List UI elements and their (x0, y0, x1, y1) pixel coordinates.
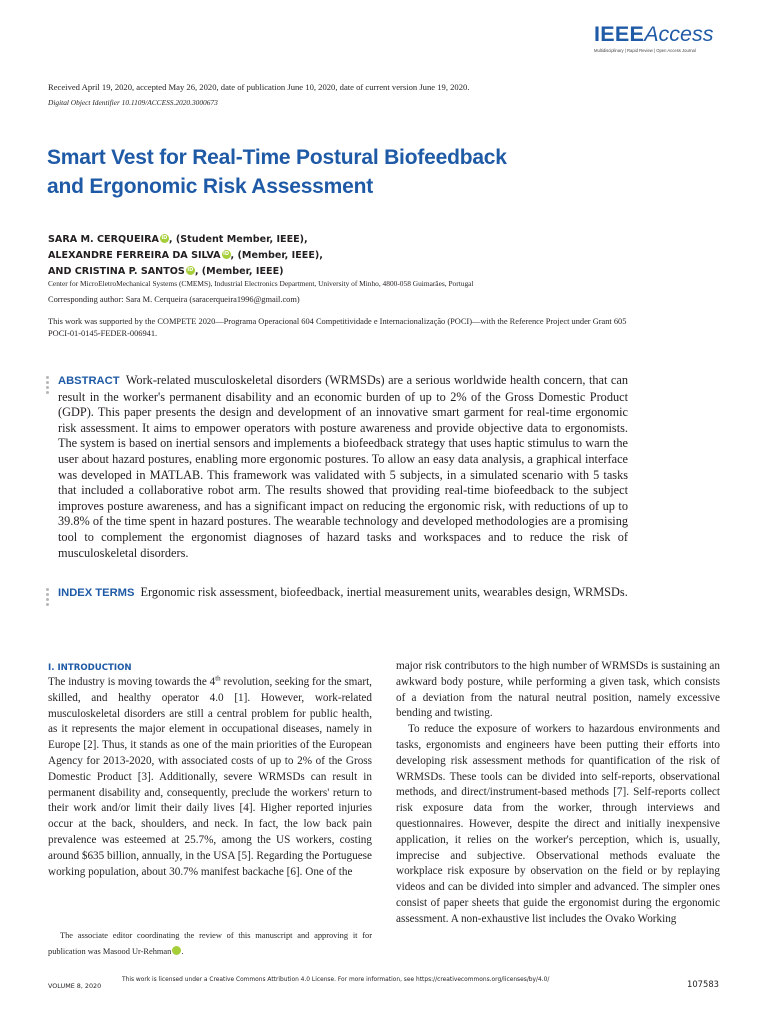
affiliation: Center for MicroEletroMechanical Systems (CMEMS), Industrial Electronics Department, University of Minho, 4800-058 Guimarães, Portugal (48, 279, 474, 288)
footnote-text (48, 928, 372, 959)
corresponding-author: Corresponding author: Sara M. Cerqueira (saracerqueira1996@gmail.com) (48, 295, 300, 304)
section-heading: I. INTRODUCTION (48, 663, 132, 673)
journal-logo (594, 22, 720, 56)
paragraph: major risk contributors to the high number of WRMSDs is sustaining an awkward body posture, while performing a given task, which consists of a deviation from the natural neutral position, namely excessive bending and twisting. (396, 660, 720, 720)
orcid-icon[interactable]: iD (161, 235, 168, 241)
abstract-label: ABSTRACT (58, 375, 120, 387)
logo-ieee: IEEE (594, 22, 645, 46)
abstract-text: Work-related musculoskeletal disorders (WRMSDs) are a serious worldwide health concern, that can result in the worker's permanent disability and an economic burden of up to 2% of the Gross Domestic Product (GDP). This paper presents the design and development of an innovative smart garment for real-time ergonomic risk assessment. It aims to empower operators with posture awareness and provide objective data to ergonomists. The system is based on inertial sensors and implements a biofeedback strategy that uses haptic stimulus to warn the user about hazard postures, enabling more ergonomic postures. To allow an easy data analysis, a graphical interface was developed in MATLAB. This framework was validated with 5 subjects, in a simulated scenario with 5 tasks that included a collaborative robot arm. The results showed that providing real-time biofeedback to the subject improves posture awareness, and has a significant impact on reducing the ergonomic risk, with reductions of up to 39.8% of the time spent in hazard postures. The wearable technology and developed methodologies are a promising tool to complement the ergonomist diagnoses of hazard tasks and workspaces and to reduce the risk of musculoskeletal disorders. (58, 373, 628, 560)
author-line (48, 232, 323, 248)
author-role: , (Student Member, IEEE), (168, 234, 308, 245)
received-line: Received April 19, 2020, accepted May 26, 2020, date of publication June 10, 2020, date of current version June 19, 2020. (48, 82, 470, 92)
index-terms-text: Ergonomic risk assessment, biofeedback, inertial measurement units, wearables design, WRMSDs. (140, 585, 628, 599)
title-line-2: and Ergonomic Risk Assessment (47, 175, 374, 198)
author-line (48, 264, 323, 280)
footnote-body: The associate editor coordinating the review of this manuscript and approving it for publication was Masood Ur-Rehman (48, 931, 372, 956)
page-number: 107583 (687, 979, 719, 989)
editor-footnote (48, 928, 372, 959)
orcid-icon[interactable]: iD (187, 267, 194, 273)
author-role: , (Member, IEEE), (230, 250, 323, 261)
article-title (47, 143, 647, 201)
logo-tagline: Multidisciplinary | Rapid Review | Open Access Journal (594, 48, 696, 53)
author-list (48, 232, 323, 280)
funding-note: This work was supported by the COMPETE 2020—Programa Operacional 604 Competitividade e Internacionalização (POCI)—with the Reference Project under Grant 605 POCI-01-0145-FEDER-006941. (48, 317, 627, 338)
paragraph-text: revolution, seeking for the smart, skilled, and healthy operator 4.0 [1]. However, work-related musculoskeletal disorders are still a central problem for public health, as it represents the major element in occupational diseases, namely in Europe [2]. Thus, it stands as one of the main priorities of the European Agency for 2013-2020, with associated costs of up to 2% of the Gross Domestic Product [3]. Additionally, severe WRMSDs can result in permanent disability and, consequently, preclude the workers' return to their work and/or limit their daily lives [4]. Higher reported injuries occur at the back, shoulders, and neck. In fact, the low back pain prevalence was esteemed at 25.7%, among the US workers, costing around $635 billion, annually, in the USA [5]. Regarding the Portuguese working population, about 30.7% manifest backache [6]. One of the (48, 676, 372, 878)
paragraph-text: The industry is moving towards the 4 (48, 676, 216, 688)
footer-volume: VOLUME 8, 2020 (48, 982, 102, 990)
author-name: ALEXANDRE FERREIRA DA SILVA (48, 250, 221, 261)
abstract-dots-icon (46, 376, 50, 396)
title-line-1: Smart Vest for Real-Time Postural Biofeedback (47, 146, 507, 169)
paragraph: To reduce the exposure of workers to hazardous environments and tasks, ergonomists and engineers have been putting their efforts into developing risk assessment methods for quantification of the risk of WRMSDs. These tools can be divided into self-reports, observational methods, and direct/instrument-based methods [7]. Self-reports collect risk exposure data from the worker, through interviews and questionnaires. However, despite the direct and initially inexpensive application, it relies on the worker's perception, which is, usually, imprecise and subjective. Observational methods evaluate the workplace risk exposure by observation on the field or by replaying videos and can be divided into simpler and advanced. The simpler ones consist of paper sheets that guide the ergonomist during the ergonomic assessment. A non-exhaustive list includes the Ovako Working (396, 723, 720, 925)
index-terms-dots-icon (46, 588, 50, 608)
footer-license[interactable]: This work is licensed under a Creative Commons Attribution 4.0 License. For more information, see https://creativecommons.org/licenses/by/4.0/ (122, 977, 550, 983)
body-column-left (48, 675, 372, 880)
author-role: , (Member, IEEE) (194, 266, 284, 277)
index-terms-label: INDEX TERMS (58, 587, 135, 599)
author-prefix: AND (48, 266, 75, 277)
superscript: th (215, 674, 221, 683)
orcid-icon[interactable]: iD (172, 946, 181, 955)
footnote-end: . (181, 946, 184, 956)
orcid-icon[interactable]: iD (223, 251, 229, 257)
paragraph (48, 675, 372, 880)
abstract (58, 373, 628, 561)
author-line (48, 248, 323, 264)
index-terms (58, 585, 628, 602)
body-column-right (396, 659, 720, 928)
logo-access: Access (644, 22, 714, 46)
author-name: SARA M. CERQUEIRA (48, 234, 159, 245)
logo-wordmark (594, 22, 714, 46)
author-name: CRISTINA P. SANTOS (74, 266, 185, 277)
doi-line: Digital Object Identifier 10.1109/ACCESS.2020.3000673 (48, 98, 218, 107)
